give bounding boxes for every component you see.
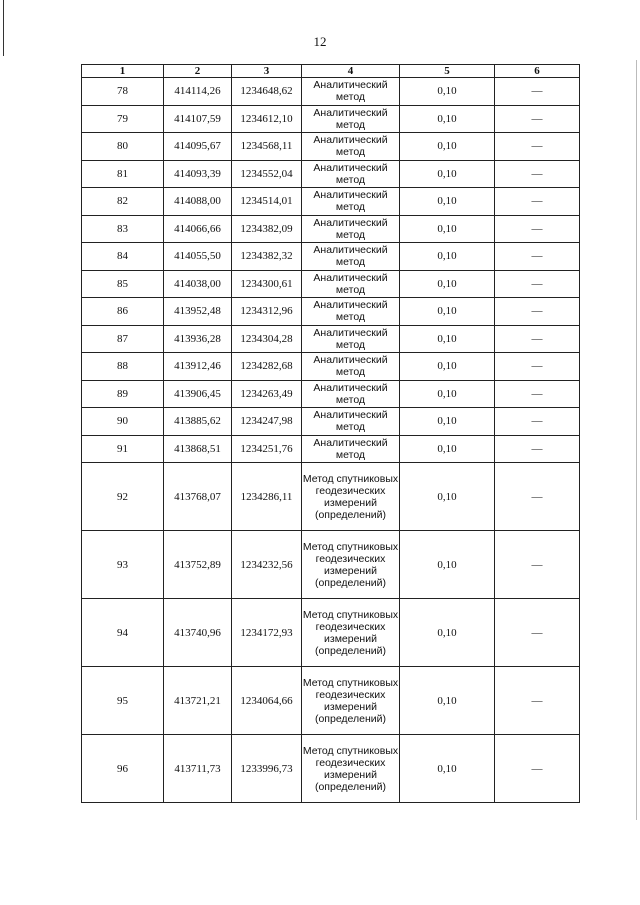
point-number-cell: 92 bbox=[82, 463, 164, 531]
method-cell: Аналитический метод bbox=[302, 105, 400, 133]
header-col-4: 4 bbox=[302, 65, 400, 78]
table-row bbox=[82, 243, 580, 271]
note-cell: — bbox=[495, 531, 580, 599]
point-number-cell: 94 bbox=[82, 599, 164, 667]
method-cell: Аналитический метод bbox=[302, 380, 400, 408]
accuracy-cell: 0,10 bbox=[400, 78, 495, 106]
y-coordinate-cell: 1234382,32 bbox=[232, 243, 302, 271]
table-row bbox=[82, 380, 580, 408]
y-coordinate-cell: 1234247,98 bbox=[232, 408, 302, 436]
y-coordinate-cell: 1233996,73 bbox=[232, 735, 302, 803]
table-row bbox=[82, 188, 580, 216]
method-cell: Аналитический метод bbox=[302, 435, 400, 463]
table-row bbox=[82, 325, 580, 353]
point-number-cell: 91 bbox=[82, 435, 164, 463]
x-coordinate-cell: 414093,39 bbox=[164, 160, 232, 188]
x-coordinate-cell: 413752,89 bbox=[164, 531, 232, 599]
method-cell: Аналитический метод bbox=[302, 188, 400, 216]
method-cell: Аналитический метод bbox=[302, 353, 400, 381]
note-cell: — bbox=[495, 160, 580, 188]
coordinates-table bbox=[81, 64, 580, 803]
x-coordinate-cell: 414088,00 bbox=[164, 188, 232, 216]
y-coordinate-cell: 1234064,66 bbox=[232, 667, 302, 735]
header-col-2: 2 bbox=[164, 65, 232, 78]
accuracy-cell: 0,10 bbox=[400, 160, 495, 188]
accuracy-cell: 0,10 bbox=[400, 243, 495, 271]
table-row bbox=[82, 735, 580, 803]
accuracy-cell: 0,10 bbox=[400, 215, 495, 243]
accuracy-cell: 0,10 bbox=[400, 380, 495, 408]
y-coordinate-cell: 1234282,68 bbox=[232, 353, 302, 381]
accuracy-cell: 0,10 bbox=[400, 408, 495, 436]
method-cell: Аналитический метод bbox=[302, 408, 400, 436]
y-coordinate-cell: 1234263,49 bbox=[232, 380, 302, 408]
point-number-cell: 90 bbox=[82, 408, 164, 436]
point-number-cell: 85 bbox=[82, 270, 164, 298]
note-cell: — bbox=[495, 463, 580, 531]
table-row bbox=[82, 463, 580, 531]
y-coordinate-cell: 1234514,01 bbox=[232, 188, 302, 216]
method-cell: Аналитический метод bbox=[302, 133, 400, 161]
accuracy-cell: 0,10 bbox=[400, 353, 495, 381]
x-coordinate-cell: 413721,21 bbox=[164, 667, 232, 735]
y-coordinate-cell: 1234552,04 bbox=[232, 160, 302, 188]
x-coordinate-cell: 413906,45 bbox=[164, 380, 232, 408]
accuracy-cell: 0,10 bbox=[400, 599, 495, 667]
point-number-cell: 96 bbox=[82, 735, 164, 803]
accuracy-cell: 0,10 bbox=[400, 133, 495, 161]
note-cell: — bbox=[495, 270, 580, 298]
table-row bbox=[82, 105, 580, 133]
point-number-cell: 78 bbox=[82, 78, 164, 106]
method-cell: Метод спутниковых геодезических измерений (определений) bbox=[302, 531, 400, 599]
page-number: 12 bbox=[313, 34, 327, 49]
accuracy-cell: 0,10 bbox=[400, 325, 495, 353]
x-coordinate-cell: 413912,46 bbox=[164, 353, 232, 381]
table-row bbox=[82, 270, 580, 298]
point-number-cell: 88 bbox=[82, 353, 164, 381]
method-cell: Аналитический метод bbox=[302, 270, 400, 298]
point-number-cell: 95 bbox=[82, 667, 164, 735]
method-cell: Аналитический метод bbox=[302, 160, 400, 188]
table-row bbox=[82, 298, 580, 326]
note-cell: — bbox=[495, 188, 580, 216]
y-coordinate-cell: 1234251,76 bbox=[232, 435, 302, 463]
table-row bbox=[82, 160, 580, 188]
x-coordinate-cell: 413740,96 bbox=[164, 599, 232, 667]
table-row bbox=[82, 408, 580, 436]
y-coordinate-cell: 1234648,62 bbox=[232, 78, 302, 106]
y-coordinate-cell: 1234304,28 bbox=[232, 325, 302, 353]
table-row bbox=[82, 435, 580, 463]
accuracy-cell: 0,10 bbox=[400, 435, 495, 463]
y-coordinate-cell: 1234382,09 bbox=[232, 215, 302, 243]
table-body bbox=[82, 78, 580, 803]
y-coordinate-cell: 1234172,93 bbox=[232, 599, 302, 667]
x-coordinate-cell: 413711,73 bbox=[164, 735, 232, 803]
method-cell: Аналитический метод bbox=[302, 78, 400, 106]
point-number-cell: 84 bbox=[82, 243, 164, 271]
y-coordinate-cell: 1234612,10 bbox=[232, 105, 302, 133]
note-cell: — bbox=[495, 298, 580, 326]
y-coordinate-cell: 1234232,56 bbox=[232, 531, 302, 599]
point-number-cell: 79 bbox=[82, 105, 164, 133]
table-row bbox=[82, 531, 580, 599]
x-coordinate-cell: 413885,62 bbox=[164, 408, 232, 436]
x-coordinate-cell: 414107,59 bbox=[164, 105, 232, 133]
point-number-cell: 86 bbox=[82, 298, 164, 326]
accuracy-cell: 0,10 bbox=[400, 298, 495, 326]
table-row bbox=[82, 667, 580, 735]
accuracy-cell: 0,10 bbox=[400, 270, 495, 298]
point-number-cell: 82 bbox=[82, 188, 164, 216]
table-row bbox=[82, 133, 580, 161]
note-cell: — bbox=[495, 353, 580, 381]
note-cell: — bbox=[495, 105, 580, 133]
accuracy-cell: 0,10 bbox=[400, 463, 495, 531]
note-cell: — bbox=[495, 380, 580, 408]
x-coordinate-cell: 413868,51 bbox=[164, 435, 232, 463]
table-header-row bbox=[82, 65, 580, 78]
table-row bbox=[82, 599, 580, 667]
accuracy-cell: 0,10 bbox=[400, 188, 495, 216]
table-row bbox=[82, 78, 580, 106]
note-cell: — bbox=[495, 325, 580, 353]
x-coordinate-cell: 413768,07 bbox=[164, 463, 232, 531]
note-cell: — bbox=[495, 243, 580, 271]
x-coordinate-cell: 413936,28 bbox=[164, 325, 232, 353]
x-coordinate-cell: 414038,00 bbox=[164, 270, 232, 298]
note-cell: — bbox=[495, 408, 580, 436]
method-cell: Аналитический метод bbox=[302, 215, 400, 243]
y-coordinate-cell: 1234286,11 bbox=[232, 463, 302, 531]
note-cell: — bbox=[495, 667, 580, 735]
x-coordinate-cell: 413952,48 bbox=[164, 298, 232, 326]
y-coordinate-cell: 1234300,61 bbox=[232, 270, 302, 298]
note-cell: — bbox=[495, 133, 580, 161]
y-coordinate-cell: 1234568,11 bbox=[232, 133, 302, 161]
accuracy-cell: 0,10 bbox=[400, 105, 495, 133]
point-number-cell: 87 bbox=[82, 325, 164, 353]
method-cell: Аналитический метод bbox=[302, 298, 400, 326]
point-number-cell: 89 bbox=[82, 380, 164, 408]
header-col-5: 5 bbox=[400, 65, 495, 78]
method-cell: Метод спутниковых геодезических измерений (определений) bbox=[302, 463, 400, 531]
margin-rule-right bbox=[636, 60, 637, 820]
y-coordinate-cell: 1234312,96 bbox=[232, 298, 302, 326]
x-coordinate-cell: 414066,66 bbox=[164, 215, 232, 243]
point-number-cell: 80 bbox=[82, 133, 164, 161]
x-coordinate-cell: 414114,26 bbox=[164, 78, 232, 106]
x-coordinate-cell: 414055,50 bbox=[164, 243, 232, 271]
accuracy-cell: 0,10 bbox=[400, 531, 495, 599]
accuracy-cell: 0,10 bbox=[400, 667, 495, 735]
note-cell: — bbox=[495, 435, 580, 463]
note-cell: — bbox=[495, 735, 580, 803]
header-col-1: 1 bbox=[82, 65, 164, 78]
method-cell: Метод спутниковых геодезических измерений (определений) bbox=[302, 735, 400, 803]
header-col-6: 6 bbox=[495, 65, 580, 78]
method-cell: Метод спутниковых геодезических измерений (определений) bbox=[302, 667, 400, 735]
x-coordinate-cell: 414095,67 bbox=[164, 133, 232, 161]
table-row bbox=[82, 353, 580, 381]
note-cell: — bbox=[495, 78, 580, 106]
point-number-cell: 81 bbox=[82, 160, 164, 188]
method-cell: Аналитический метод bbox=[302, 243, 400, 271]
note-cell: — bbox=[495, 215, 580, 243]
method-cell: Метод спутниковых геодезических измерений (определений) bbox=[302, 599, 400, 667]
point-number-cell: 83 bbox=[82, 215, 164, 243]
accuracy-cell: 0,10 bbox=[400, 735, 495, 803]
header-col-3: 3 bbox=[232, 65, 302, 78]
table-row bbox=[82, 215, 580, 243]
point-number-cell: 93 bbox=[82, 531, 164, 599]
method-cell: Аналитический метод bbox=[302, 325, 400, 353]
note-cell: — bbox=[495, 599, 580, 667]
